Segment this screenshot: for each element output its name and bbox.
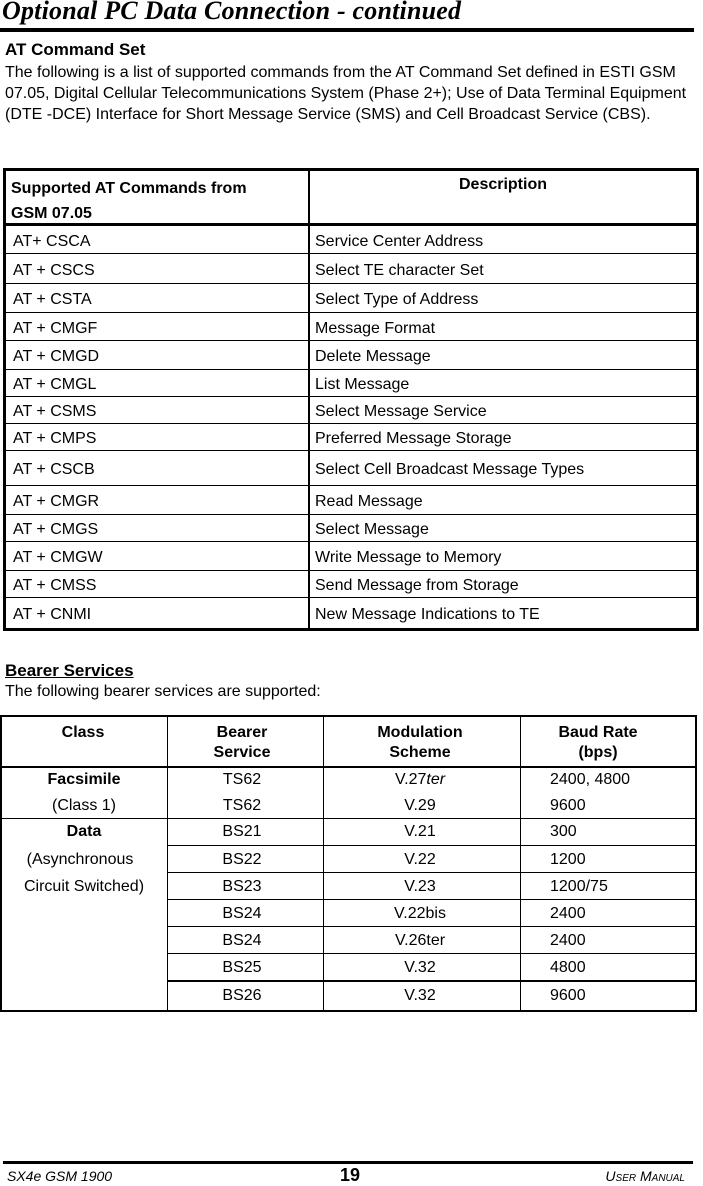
at-command-description: Read Message	[315, 493, 423, 510]
at-table-row	[6, 485, 696, 514]
at-command: AT + CMGW	[13, 549, 103, 566]
class-data-sub: Circuit Switched)	[23, 878, 145, 895]
modulation-scheme: V.22bis	[394, 905, 446, 922]
bearer-service: BS22	[222, 851, 262, 868]
modulation-scheme: V.23	[404, 878, 436, 895]
at-table-row	[6, 450, 696, 485]
at-command: AT + CSMS	[13, 403, 97, 420]
at-command: AT + CMGS	[13, 521, 99, 538]
bearer-service: BS26	[222, 987, 262, 1004]
at-table-row	[6, 514, 696, 541]
baud-rate: 2400	[550, 905, 586, 922]
bearer-services-heading: Bearer Services	[5, 661, 134, 680]
at-command-description: Write Message to Memory	[315, 549, 502, 566]
at-command-intro: The following is a list of supported commands from the AT Command Set defined in ESTI GSM 07.05, Digital Cellular Telecommunications System (Phase 2+); Use of Data Terminal Equipment (DTE -DCE) Interface for Short Message Service (SMS) and Cell Broadcast Service (CBS).	[5, 64, 687, 123]
baud-rate: 4800	[550, 959, 586, 976]
bearer-row-line	[167, 899, 695, 900]
modulation-scheme: V.22	[404, 851, 436, 868]
bearer-service: BS23	[222, 878, 262, 895]
at-command-description: Select Type of Address	[315, 291, 479, 308]
bearer-row-line	[167, 872, 695, 873]
baud-rate: 2400, 4800	[550, 771, 631, 788]
bearer-service: BS25	[222, 959, 262, 976]
at-command-description: List Message	[315, 376, 410, 393]
bearer-header-service: Bearer Service	[213, 724, 271, 761]
footer-rule	[3, 1161, 693, 1164]
bearer-col-line	[167, 717, 168, 1010]
at-table-row	[6, 597, 696, 628]
bearer-header-class: Class	[61, 724, 105, 741]
baud-rate: 1200/75	[550, 878, 608, 895]
at-table-row	[6, 396, 696, 423]
modulation-scheme: V.27ter	[394, 771, 446, 788]
modulation-scheme: V.32	[404, 959, 436, 976]
baud-rate: 9600	[550, 797, 586, 814]
at-table-row	[6, 312, 696, 340]
bearer-service: TS62	[222, 797, 262, 814]
page-title: Optional PC Data Connection - continued	[2, 0, 462, 25]
bearer-header-line	[2, 766, 695, 768]
at-command-description: Select Cell Broadcast Message Types	[315, 461, 585, 478]
footer-manual: User Manual	[605, 1168, 685, 1184]
bearer-services-intro: The following bearer services are supported:	[5, 683, 321, 700]
at-command-description: Send Message from Storage	[315, 577, 519, 594]
at-command-description: Select Message	[315, 521, 429, 538]
at-command-description: Service Center Address	[315, 232, 484, 250]
bearer-header-modulation: Modulation Scheme	[377, 724, 463, 761]
bearer-row-line	[167, 926, 695, 927]
at-command: AT+ CSCA	[13, 232, 91, 250]
bearer-row-line	[167, 980, 695, 982]
at-command: AT + CSCS	[13, 261, 95, 279]
bearer-services-table	[0, 715, 697, 1012]
at-command-description: Preferred Message Storage	[315, 430, 512, 447]
at-table-row	[6, 225, 696, 253]
bearer-header-baud: Baud Rate (bps)	[558, 724, 638, 761]
at-table-row	[6, 369, 696, 396]
at-command-heading: AT Command Set	[5, 40, 146, 59]
baud-rate: 2400	[550, 932, 586, 949]
at-command: AT + CMGD	[13, 348, 100, 365]
at-command: AT + CMGR	[13, 493, 100, 510]
at-command-description: Delete Message	[315, 348, 431, 365]
at-table-row	[6, 423, 696, 450]
bearer-col-line	[323, 717, 324, 1010]
at-command-description: New Message Indications to TE	[315, 606, 540, 623]
modulation-scheme: V.26ter	[394, 932, 446, 949]
baud-rate: 1200	[550, 851, 586, 868]
at-table-header-row	[6, 171, 696, 225]
at-command: AT + CSCB	[13, 461, 95, 478]
at-command-description: Select Message Service	[315, 403, 487, 420]
baud-rate: 9600	[550, 987, 586, 1004]
bearer-service: TS62	[222, 771, 262, 788]
at-header-commands: Supported AT Commands from GSM 07.05	[11, 180, 247, 222]
footer-model: SX4e GSM 1900	[7, 1168, 113, 1184]
class-facsimile-sub: (Class 1)	[51, 797, 117, 814]
at-table-row	[6, 283, 696, 312]
bearer-col-line	[520, 717, 521, 1010]
at-command: AT + CMSS	[13, 577, 97, 594]
class-facsimile: Facsimile	[47, 771, 121, 788]
bearer-service: BS24	[222, 905, 262, 922]
modulation-scheme: V.29	[404, 797, 436, 814]
at-table-row	[6, 340, 696, 369]
at-table-row	[6, 253, 696, 283]
bearer-group-line	[2, 818, 695, 819]
at-command-description: Select TE character Set	[315, 261, 484, 279]
class-data-sub: (Asynchronous	[26, 851, 134, 868]
at-command: AT + CMGL	[13, 376, 97, 393]
at-header-description: Description	[458, 176, 547, 193]
modulation-scheme: V.21	[404, 823, 436, 840]
at-command: AT + CNMI	[13, 606, 92, 623]
bearer-row-line	[167, 845, 695, 846]
modulation-scheme: V.32	[404, 987, 436, 1004]
bearer-service: BS21	[222, 823, 262, 840]
baud-rate: 300	[550, 823, 577, 840]
class-data: Data	[66, 823, 102, 840]
at-command-description: Message Format	[315, 319, 436, 337]
page-number: 19	[340, 1165, 361, 1185]
at-table-row	[6, 570, 696, 597]
title-rule	[0, 28, 694, 32]
at-command-table	[3, 168, 699, 631]
at-command: AT + CSTA	[13, 291, 92, 308]
at-command: AT + CMPS	[13, 430, 97, 447]
bearer-service: BS24	[222, 932, 262, 949]
bearer-row-line	[167, 953, 695, 954]
at-table-row	[6, 541, 696, 570]
at-command: AT + CMGF	[13, 319, 98, 337]
